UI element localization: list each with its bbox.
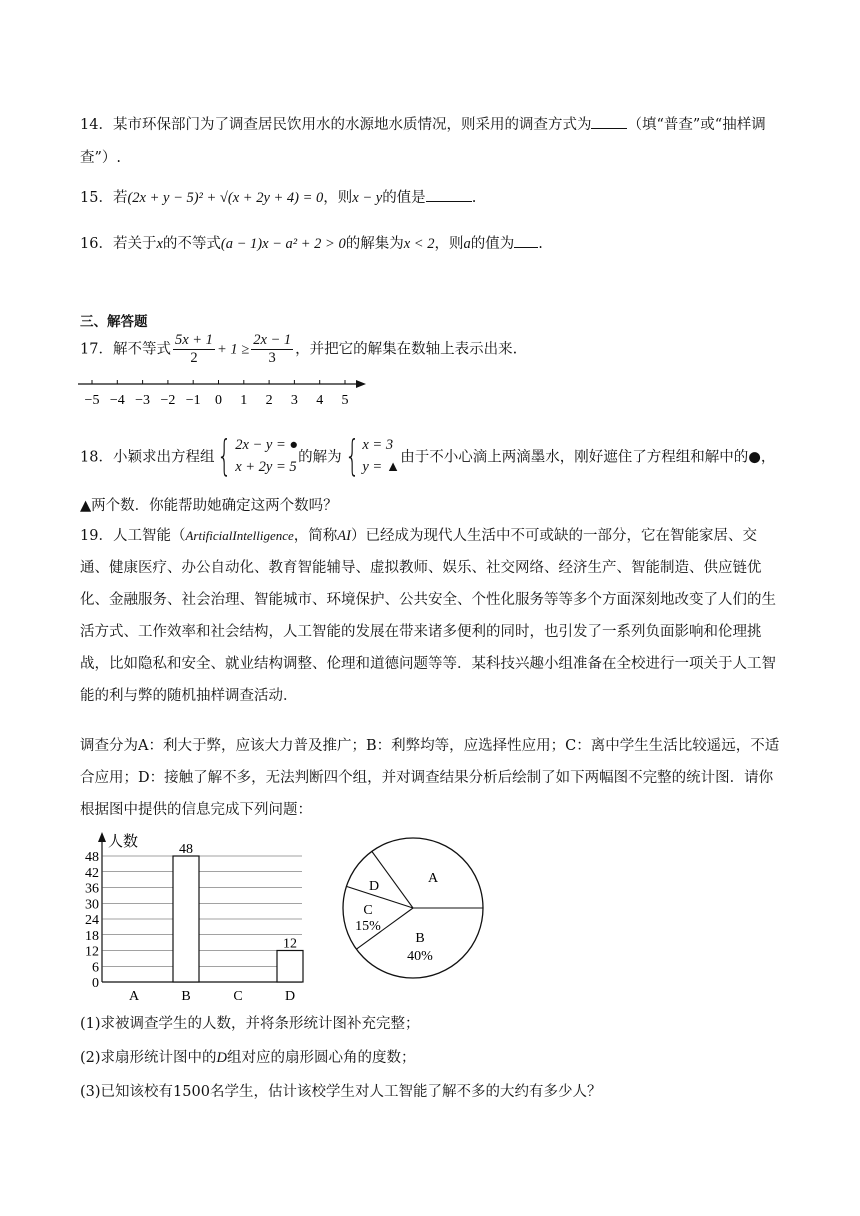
number-line-tick-label: 0 bbox=[215, 393, 222, 408]
x-tick-label: C bbox=[233, 989, 243, 1004]
q15-answer-blank[interactable] bbox=[426, 186, 472, 202]
q18-solution-x: x = 3 bbox=[362, 437, 394, 453]
y-tick-label: 30 bbox=[85, 897, 99, 913]
pie-slice-label-C: C bbox=[363, 903, 373, 918]
number-line-arrow bbox=[356, 380, 366, 388]
number-line-tick-label: −2 bbox=[160, 393, 176, 408]
q19-intro-c: ）已经成为现代人生活中不可或缺的一部分，它在智能家居、交通、健康医疗、办公自动化、教育智能辅导、虚拟教师、娱乐、社交网络、经济生产、智能制造、供应链优化、金融服务、社会治理、智能城市、环境保护、公共安全、个性化服务等等多个方面深刻地改变了人们的生活方式、工作效率和社会结构，人工智能的发展在带来诸多便利的同时，也引发了一系列负面影响和伦理挑战，比如隐私和安全、就业结构调整、伦理和道德问题等等．某科技兴趣小组准备在全校进行一项关于人工智能的利与弊的随机抽样调查活动． bbox=[80, 528, 776, 704]
q15-prefix: 15．若 bbox=[80, 190, 128, 206]
y-tick-label: 18 bbox=[85, 928, 99, 944]
q17-frac2-den: 3 bbox=[268, 350, 276, 366]
pie-chart bbox=[338, 832, 488, 982]
q16-var-a: a bbox=[463, 236, 471, 252]
q17-suffix: ，并把它的解集在数轴上表示出来. bbox=[295, 341, 518, 358]
q19-sub2-b: 组对应的扇形圆心角的度数； bbox=[227, 1050, 416, 1066]
q16-var-x: x bbox=[156, 236, 163, 252]
bar-data-label: 12 bbox=[283, 936, 297, 952]
q19-intro-b: ，简称 bbox=[293, 528, 338, 544]
y-tick-label: 6 bbox=[92, 960, 99, 976]
number-line-tick-label: −5 bbox=[84, 393, 100, 408]
number-line-tick-label: 2 bbox=[265, 393, 273, 408]
q19-sub-question-2 bbox=[80, 1046, 416, 1067]
q14-answer-blank[interactable] bbox=[591, 113, 627, 129]
q19-sub2-a: (2)求扇形统计图中的 bbox=[80, 1050, 217, 1066]
pie-slice-label-B: B bbox=[415, 931, 425, 946]
q15-suffix: 的值是 bbox=[382, 190, 426, 206]
q19-ai-short: AI bbox=[337, 528, 351, 544]
x-tick-label: D bbox=[284, 989, 296, 1004]
q14-text: 14．某市环保部门为了调查居民饮用水的水源地水质情况，则采用的调查方式为 bbox=[80, 117, 592, 133]
y-axis-arrow bbox=[98, 832, 106, 842]
pie-slice-percent-B: 40% bbox=[407, 949, 433, 964]
q17-frac1-num: 5x + 1 bbox=[174, 332, 213, 348]
number-line-tick-label: −4 bbox=[109, 393, 125, 408]
question-15 bbox=[80, 186, 476, 207]
question-14 bbox=[80, 113, 766, 134]
pie-slice-percent-C: 15% bbox=[355, 919, 381, 934]
question-18-cont: ▲两个数．你能帮助她确定这两个数吗？ bbox=[80, 498, 338, 514]
q16-answer-blank[interactable] bbox=[514, 232, 538, 248]
q17-mid: + 1 ≥ bbox=[216, 341, 250, 358]
q18-solution-y: y = ▲ bbox=[362, 459, 401, 475]
question-14-cont: 查”）. bbox=[80, 150, 122, 166]
number-line-tick-label: −1 bbox=[185, 393, 201, 408]
q17-fraction-1 bbox=[173, 332, 215, 367]
q18-solution-system: { x = 3 y = ▲ bbox=[344, 431, 401, 480]
number-line-tick-label: 1 bbox=[240, 393, 248, 408]
question-19-intro bbox=[80, 520, 780, 712]
pie-slice-label-D: D bbox=[368, 879, 380, 894]
bar-chart bbox=[76, 826, 316, 1004]
q17-frac1-den: 2 bbox=[190, 350, 198, 366]
number-line-tick-label: 3 bbox=[290, 393, 298, 408]
question-16 bbox=[80, 232, 543, 253]
q16-solution-set: x < 2 bbox=[403, 236, 435, 252]
q15-mid: ，则 bbox=[323, 190, 353, 206]
x-tick-label: B bbox=[181, 989, 191, 1004]
q19-ai-full: ArtificialIntelligence bbox=[185, 528, 294, 543]
q18-equation-2: x + 2y = 5 bbox=[235, 459, 297, 475]
section-title: 三、解答题 bbox=[80, 314, 148, 330]
q16-mid3: ，则 bbox=[434, 236, 464, 252]
y-tick-label: 0 bbox=[92, 976, 99, 991]
pie-slice-label-A: A bbox=[427, 871, 439, 886]
q18-equation-1: 2x − y = ● bbox=[235, 437, 299, 453]
number-line[interactable] bbox=[74, 376, 374, 410]
number-line-tick-label: 4 bbox=[316, 393, 324, 408]
q17-fraction-2 bbox=[251, 332, 293, 367]
q14-text-b: （填“普查”或“抽样调 bbox=[627, 117, 766, 133]
q17-prefix: 17．解不等式 bbox=[80, 341, 171, 358]
q16-mid1: 的不等式 bbox=[162, 236, 221, 252]
y-tick-label: 36 bbox=[85, 881, 99, 897]
bar-data-label: 48 bbox=[179, 842, 193, 857]
q16-prefix: 16．若关于 bbox=[80, 236, 157, 252]
y-tick-label: 12 bbox=[85, 944, 99, 960]
q19-sub-question-1: (1)求被调查学生的人数，并将条形统计图补充完整； bbox=[80, 1016, 420, 1032]
bar-D bbox=[277, 951, 303, 983]
q16-suffix: 的值为 bbox=[470, 236, 515, 252]
q19-intro-a: 19．人工智能（ bbox=[80, 528, 186, 544]
question-19-survey: 调查分为A：利大于弊，应该大力普及推广；B：利弊均等，应选择性应用；C：离中学生生活比较遥远，不适合应用；D：接触了解不多，无法判断四个组，并对调查结果分析后绘制了如下两幅图不完整的统计图．请你根据图中提供的信息完成下列问题： bbox=[80, 738, 780, 818]
y-tick-label: 48 bbox=[85, 850, 99, 865]
q18-prefix: 18．小颖求出方程组 bbox=[80, 449, 215, 466]
bar-B bbox=[173, 856, 199, 982]
q16-end: . bbox=[538, 236, 543, 252]
y-tick-label: 42 bbox=[85, 865, 99, 881]
q19-sub-question-3: (3)已知该校有1500名学生，估计该校学生对人工智能了解不多的大约有多少人？ bbox=[80, 1084, 602, 1100]
q15-target: x − y bbox=[352, 190, 383, 206]
q17-frac2-num: 2x − 1 bbox=[253, 332, 292, 348]
q15-end: . bbox=[471, 190, 477, 206]
number-line-tick-label: −3 bbox=[135, 393, 151, 408]
x-tick-label: A bbox=[128, 989, 140, 1004]
q16-inequality: (a − 1)x − a² + 2 > 0 bbox=[220, 236, 346, 252]
q19-sub2-var: D bbox=[216, 1050, 228, 1066]
q16-mid2: 的解集为 bbox=[345, 236, 404, 252]
number-line-tick-label: 5 bbox=[341, 393, 349, 408]
y-tick-label: 24 bbox=[85, 913, 99, 928]
q18-equation-system: { 2x − y = ● x + 2y = 5 bbox=[217, 431, 299, 480]
q18-mid: 的解为 bbox=[298, 449, 342, 466]
q15-equation: (2x + y − 5)² + √(x + 2y + 4) = 0 bbox=[127, 190, 324, 206]
y-axis-label: 人数 bbox=[108, 834, 139, 850]
question-17 bbox=[80, 332, 517, 367]
question-18 bbox=[80, 431, 776, 480]
q18-suffix: 由于不小心滴上两滴墨水，刚好遮住了方程组和解中的●， bbox=[400, 449, 776, 466]
